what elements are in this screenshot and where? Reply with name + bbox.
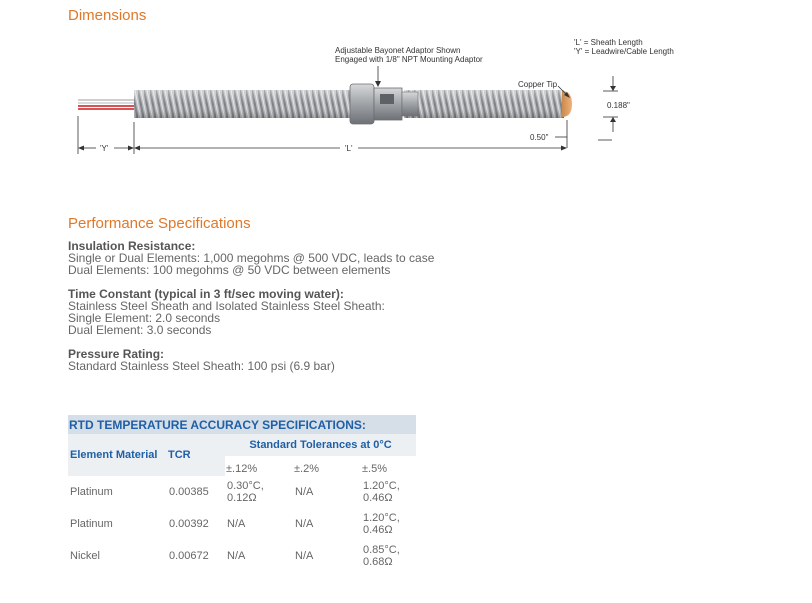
copper-tip-callout: Copper Tip	[518, 80, 558, 89]
tcr-cell: 0.00392	[169, 518, 209, 530]
l-dimension-label: 'L'	[345, 144, 353, 153]
accuracy-table	[68, 415, 416, 572]
spec-line: Dual Element: 3.0 seconds	[68, 323, 212, 337]
tolerance-cell: N/A	[227, 518, 246, 530]
tolerance-cell: N/A	[227, 550, 246, 562]
spec-heading: Pressure Rating:	[68, 347, 165, 361]
legend-leadwire-length: 'Y' = Leadwire/Cable Length	[574, 47, 674, 56]
tolerance-cell: 0.30°C, 0.12Ω	[227, 480, 264, 504]
spec-heading: Insulation Resistance:	[68, 239, 196, 253]
spec-line: Dual Elements: 100 megohms @ 50 VDC between elements	[68, 263, 391, 277]
tolerance-cell: N/A	[295, 486, 314, 498]
tolerance-col-2: ±.2%	[293, 456, 361, 476]
table-row	[68, 476, 416, 508]
length-dimensions	[78, 116, 565, 154]
pressure-rating-block	[68, 348, 335, 372]
insulation-resistance-block	[68, 240, 434, 276]
tolerance-cell: N/A	[295, 518, 314, 530]
tolerance-cell: 1.20°C, 0.46Ω	[363, 512, 400, 536]
spec-line: Single or Dual Elements: 1,000 megohms @ 500 VDC, leads to case	[68, 251, 435, 265]
diameter-label: 0.188"	[607, 101, 630, 110]
tip-length-label: 0.50"	[530, 133, 549, 142]
performance-heading: Performance Specifications	[68, 215, 251, 232]
table-row	[68, 540, 416, 572]
table-row	[68, 508, 416, 540]
tolerance-cell: 0.85°C, 0.68Ω	[363, 544, 400, 568]
legend-sheath-length: 'L' = Sheath Length	[574, 38, 643, 47]
tcr-cell: 0.00385	[169, 486, 209, 498]
material-cell: Platinum	[70, 486, 113, 498]
tolerance-cell: N/A	[295, 550, 314, 562]
material-cell: Nickel	[70, 550, 100, 562]
dimensions-heading: Dimensions	[68, 7, 147, 24]
adaptor-callout-line1: Adjustable Bayonet Adaptor Shown	[335, 46, 461, 55]
tcr-header: TCR	[167, 434, 225, 476]
tolerance-col-3: ±.5%	[361, 456, 416, 476]
tolerance-header: Standard Tolerances at 0°C	[225, 434, 416, 456]
spec-line: Single Element: 2.0 seconds	[68, 311, 221, 325]
accuracy-table-title: RTD TEMPERATURE ACCURACY SPECIFICATIONS:	[68, 415, 416, 434]
spec-heading: Time Constant (typical in 3 ft/sec moving water):	[68, 287, 344, 301]
y-dimension-label: 'Y'	[100, 144, 109, 153]
spec-line: Standard Stainless Steel Sheath: 100 psi (6.9 bar)	[68, 359, 335, 373]
time-constant-block	[68, 288, 385, 336]
sheath	[134, 90, 564, 118]
lead-wires	[78, 100, 135, 109]
probe-dimension-drawing	[0, 30, 812, 160]
adaptor-callout-line2: Engaged with 1/8" NPT Mounting Adaptor	[335, 55, 483, 64]
tolerance-col-1: ±.12%	[225, 456, 293, 476]
spec-line: Stainless Steel Sheath and Isolated Stainless Steel Sheath:	[68, 299, 385, 313]
tolerance-cell: 1.20°C, 0.46Ω	[363, 480, 400, 504]
element-material-header: Element Material	[68, 434, 167, 476]
material-cell: Platinum	[70, 518, 113, 530]
tcr-cell: 0.00672	[169, 550, 209, 562]
